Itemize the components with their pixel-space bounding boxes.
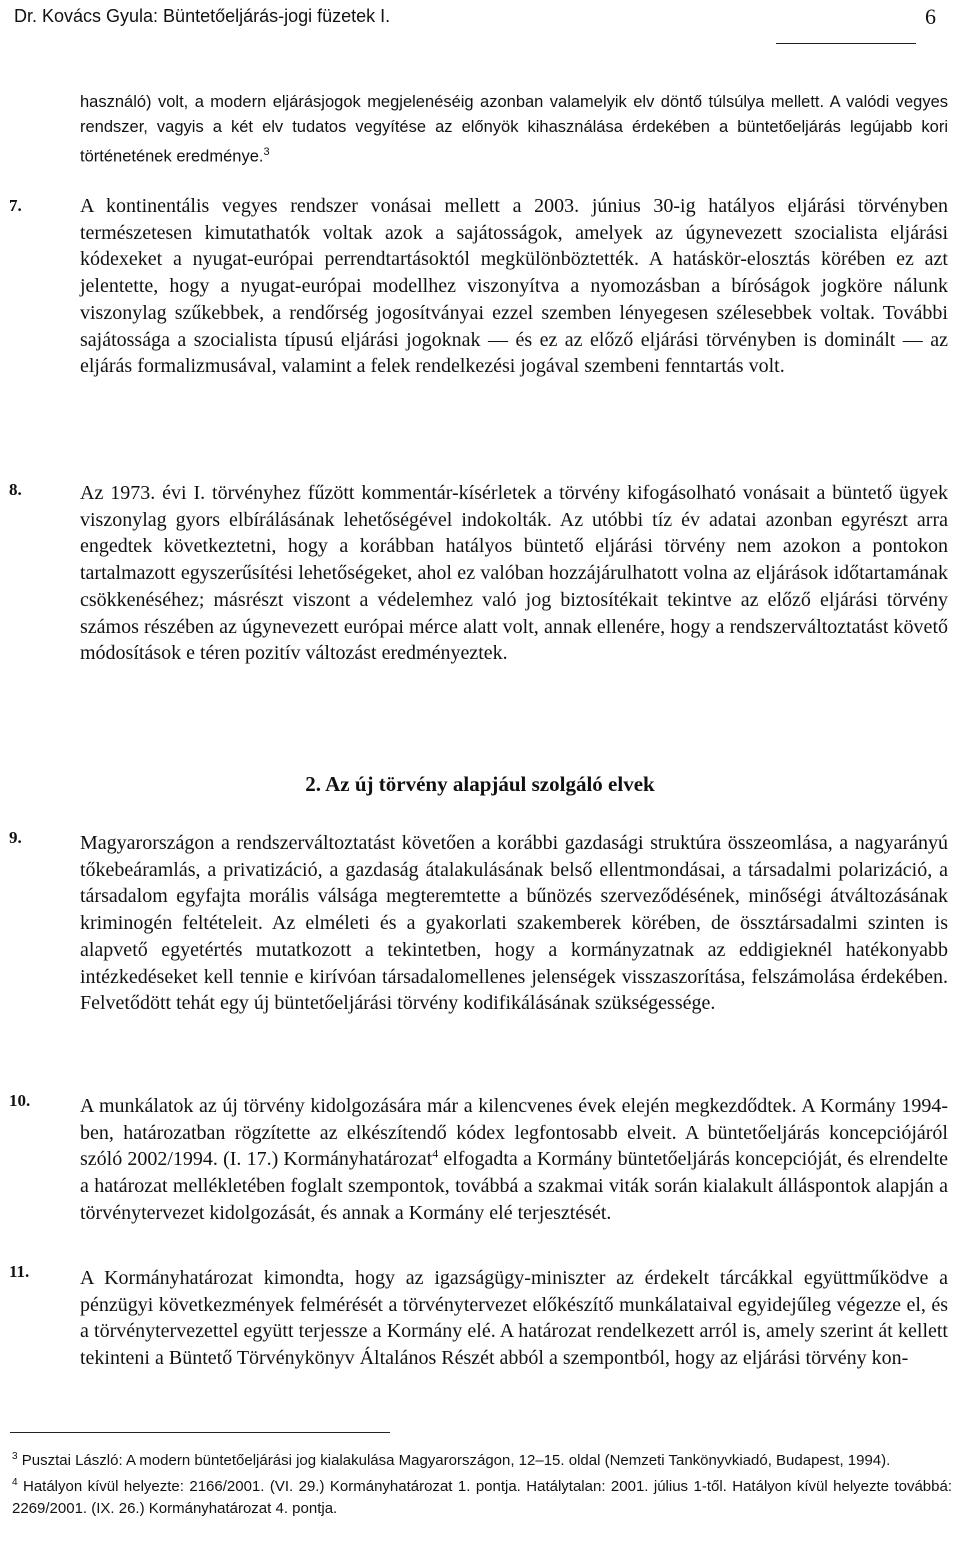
- footnote-rule: [10, 1432, 390, 1433]
- footnote-3: [12, 1446, 952, 1472]
- paragraph-number-11: 11.: [9, 1262, 30, 1281]
- paragraph-number-7: 7.: [9, 196, 22, 215]
- paragraph-11: A Kormányhatározat kimondta, hogy az igazságügy-miniszter az érdekelt tárcákkal együttműködve a pénzügyi következmények felmérését a törvénytervezet előkészítő munkálataival egyidejűleg végezze el, és a törvénytervezettel együtt terjessze a Kormány elé. A határozat rendelkezett arról is, amely szerint át kellett tekinteni a Büntető Törvénykönyv Általános Részét abból a szempontból, hogy az eljárási törvény kon-: [80, 1267, 948, 1370]
- paragraph-number-8: 8.: [9, 480, 22, 499]
- header-rule: [776, 43, 916, 44]
- intro-text: használó) volt, a modern eljárásjogok megjelenéséig azonban valamelyik elv döntő túlsúlya mellett. A valódi vegyes rendszer, vagyis a két elv tudatos vegyítése az előnyök kihasználása érdekében a büntetőeljárás legújabb kori történetének eredménye.: [80, 93, 948, 166]
- page-header: [14, 4, 946, 36]
- paragraph-9: Magyarországon a rendszerváltoztatást követően a korábbi gazdasági struktúra összeomlása, a nagyarányú tőkebeáramlás, a privatizáció, a gazdaság átalakulásának belső ellentmondásai, a társadalmi polarizáció, a társadalom egyfajta morális válsága megteremtette a bűnözés szerveződésének, minőségi átváltozásának kriminogén feltételeit. Az elméleti és a gyakorlati szakemberek körében, de össztársadalmi szinten is alapvető egyetértés mutatkozott a tekintetben, hogy a kormányzatnak az eddigieknél hatékonyabb intézkedéseket kell tennie e kirívóan társadalomellenes jelenségek visszaszorítása, felszámolása érdekében. Felvetődött tehát egy új büntetőeljárási törvény kodifikálásának szükségessége.: [80, 832, 948, 1015]
- footnote-ref-4[interactable]: 4: [432, 1146, 439, 1161]
- footnote-ref-3[interactable]: 3: [263, 146, 270, 158]
- intro-paragraph: [80, 90, 948, 170]
- section-heading: 2. Az új törvény alapjául szolgáló elvek: [305, 772, 655, 796]
- page-number: 6: [925, 4, 936, 29]
- paragraph-7: A kontinentális vegyes rendszer vonásai mellett a 2003. június 30-ig hatályos eljárási törvényben természetesen kimutathatók voltak azok a sajátosságok, amelyek az úgynevezett szocialista eljárási kódexeket a nyugat-európai perrendtartásoktól megkülönböztették. A hatáskör-elosztás körében ez azt jelentette, hogy a nyugat-európai modellhez viszonyítva a nyomozásban a bíróságok jogköre nálunk viszonylag szűkebbek, a rendőrség jogosítványai ezzel szemben lényegesen szélesebbek voltak. További sajátossága a szocialista típusú eljárási jogoknak ― és ez az előző eljárási törvényben is dominált ― az eljárás formalizmusával, valamint a felek rendelkezési jogával szembeni fenntartás volt.: [80, 195, 948, 378]
- footnote-text: Pusztai László: A modern büntetőeljárási jog kialakulása Magyarországon, 12–15. oldal (Nemzeti Tankönyvkiadó, Budapest, 1994).: [21, 1452, 891, 1469]
- paragraph-10: [80, 1093, 948, 1227]
- footnote-number: 3: [12, 1451, 18, 1462]
- footnote-text: Hatályon kívül helyezte: 2166/2001. (VI. 29.) Kormányhatározat 1. pontja. Hatálytalan: 2001. július 1-től. Hatályon kívül helyezte továbbá: 2269/2001. (IX. 26.) Kormányhatározat 4. pontja.: [12, 1478, 952, 1517]
- paragraph-number-10: 10.: [9, 1091, 31, 1110]
- paragraph-number-9: 9.: [9, 828, 22, 847]
- paragraph-10-text-after: elfogadta a Kormány büntetőeljárás koncepcióját, és elrendelte a határozat mellékletében foglalt szempontok, továbbá a szakmai viták során kialakult álláspontok alapján a törvénytervezet kidolgozását, és annak a Kormány elé terjesztését.: [80, 1148, 949, 1224]
- footnote-number: 4: [12, 1477, 18, 1488]
- footnotes: [12, 1446, 952, 1520]
- paragraph-10-text-before: A munkálatok az új törvény kidolgozására már a kilencvenes évek elején megkezdődtek. A Kormány 1994-ben, határozatban rögzítette az elkészítendő kódex legfontosabb elveit. A büntetőeljárás koncepciójáról szóló 2002/1994. (I. 17.) Kormányhatározat: [80, 1095, 948, 1171]
- paragraph-8: Az 1973. évi I. törvényhez fűzött kommentár-kísérletek a törvény kifogásolható vonásait a büntető ügyek viszonylag gyors elbírálásának lehetőségével indokolták. Az utóbbi tíz év adatai azonban egyrészt arra engedtek következtetni, hogy a korábban hatályos büntető eljárási törvény nem azokon a pontokon tartalmazott egyszerűsítési lehetőségeket, ahol ez valóban hozzájárulhatott volna az eljárások időtartamának csökkenéséhez; másrészt viszont a védelemhez való jog biztosítékait tekintve az előző eljárási törvény számos részében az úgynevezett európai mérce alatt volt, annak ellenére, hogy a rendszerváltoztatást követő módosítások e téren pozitív változást eredményeztek.: [80, 482, 948, 665]
- footnote-4: [12, 1472, 952, 1520]
- header-title: Dr. Kovács Gyula: Büntetőeljárás-jogi füzetek I.: [14, 6, 391, 26]
